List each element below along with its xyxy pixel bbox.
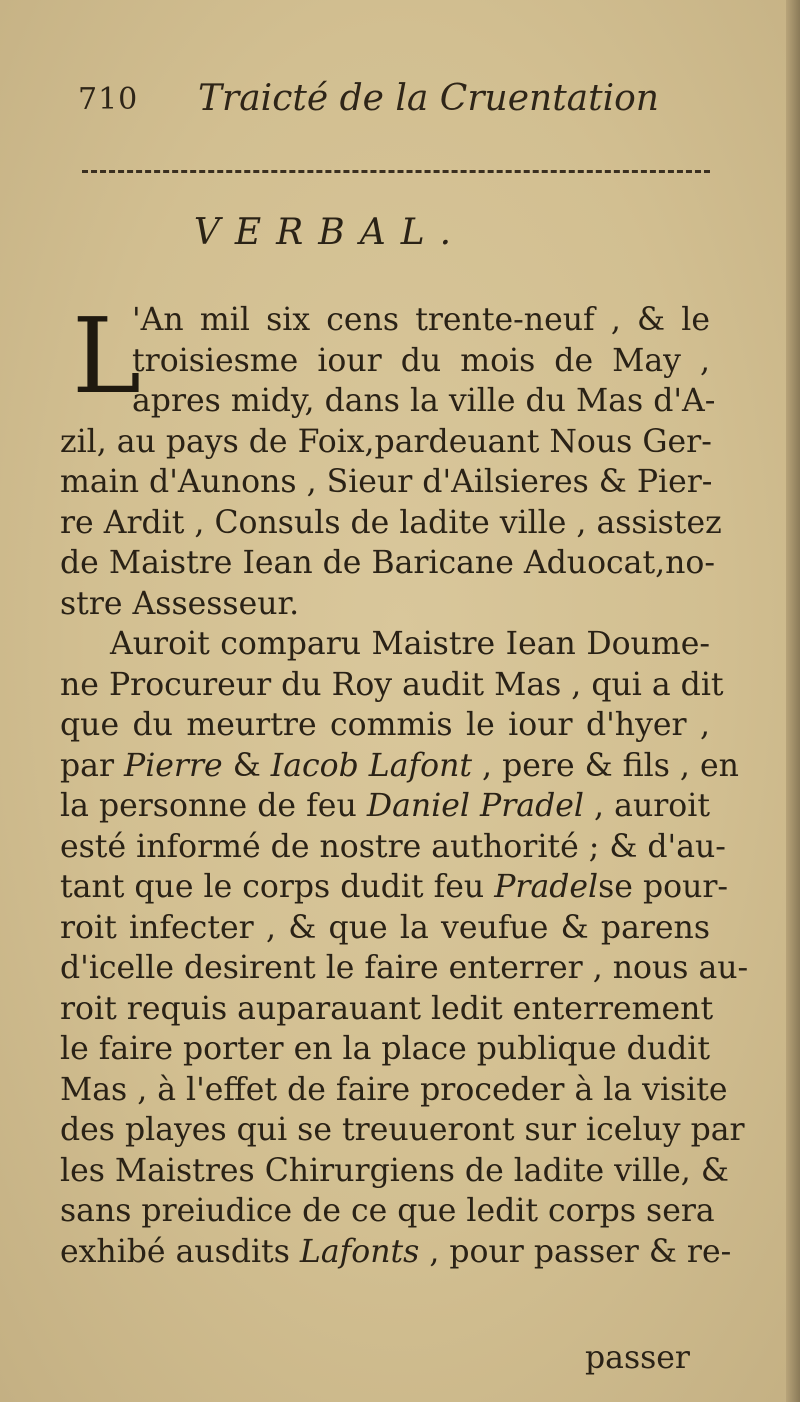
text-line: roit infecter , & que la veufue & parens — [60, 909, 710, 946]
text-line: sans preiudice de ce que ledit corps sera — [60, 1193, 715, 1229]
text-line: 'An mil six cens trente-neuf , & le — [132, 302, 710, 338]
text-line: stre Assesseur. — [60, 585, 300, 622]
running-title: Traicté de la Cruentation — [198, 78, 659, 119]
text-line — [60, 1232, 732, 1273]
italic-name: Pradel — [494, 869, 599, 905]
text-line: que du meurtre commis le iour d'hyer , — [60, 707, 710, 743]
text-line: roit requis auparauant ledit enterrement — [60, 990, 714, 1027]
drop-cap: L — [72, 295, 142, 417]
text-run: , pour passer & re- — [419, 1233, 732, 1270]
text-line — [60, 786, 710, 827]
text-line: zil, au pays de Foix,pardeuant Nous Ger- — [60, 423, 712, 460]
italic-name: Lafonts — [299, 1233, 420, 1270]
page-number: 710 — [78, 82, 139, 117]
text-line: Mas , à l'effet de faire proceder à la visite — [60, 1071, 728, 1108]
text-run: se pour- — [598, 869, 729, 905]
page-edge — [786, 0, 800, 1402]
text-line: main d'Aunons , Sieur d'Ailsieres & Pier- — [60, 464, 713, 500]
text-run: par — [60, 747, 125, 784]
italic-name: Daniel Pradel — [366, 788, 584, 824]
text-line — [60, 746, 739, 787]
text-line: les Maistres Chirurgiens de ladite ville, & — [60, 1152, 729, 1189]
text-run: exhibé ausdits — [60, 1233, 300, 1270]
text-line: apres midy, dans la ville du Mas d'A- — [132, 383, 716, 419]
italic-name: Pierre — [124, 747, 223, 784]
text-line: troisiesme iour du mois de May , — [132, 342, 710, 379]
text-line: d'icelle desirent le faire enterrer , nous au- — [60, 950, 749, 986]
text-run: , pere & fils , en — [472, 747, 739, 784]
text-run: tant que le corps dudit feu — [60, 869, 495, 905]
section-title: VERBAL. — [193, 212, 467, 253]
body-text — [60, 295, 749, 1272]
text-run: & — [222, 747, 271, 784]
text-line: re Ardit , Consuls de ladite ville , assistez — [60, 504, 722, 541]
catchword: passer — [585, 1340, 690, 1376]
italic-name: Iacob Lafont — [270, 747, 473, 784]
text-line: des playes qui se treuueront sur iceluy par — [60, 1112, 745, 1148]
text-line: de Maistre Iean de Baricane Aduocat,no- — [60, 545, 716, 581]
header-rule — [82, 170, 710, 173]
text-run: , auroit — [583, 788, 710, 824]
page-header — [70, 78, 710, 128]
text-line: Auroit comparu Maistre Iean Doume- — [110, 626, 710, 662]
text-line: le faire porter en la place publique dudit — [60, 1031, 710, 1067]
text-line: ne Procureur du Roy audit Mas , qui a dit — [60, 666, 724, 703]
text-line — [60, 867, 729, 908]
text-run: la personne de feu — [60, 788, 367, 824]
text-line: esté informé de nostre authorité ; & d'au- — [60, 828, 726, 865]
